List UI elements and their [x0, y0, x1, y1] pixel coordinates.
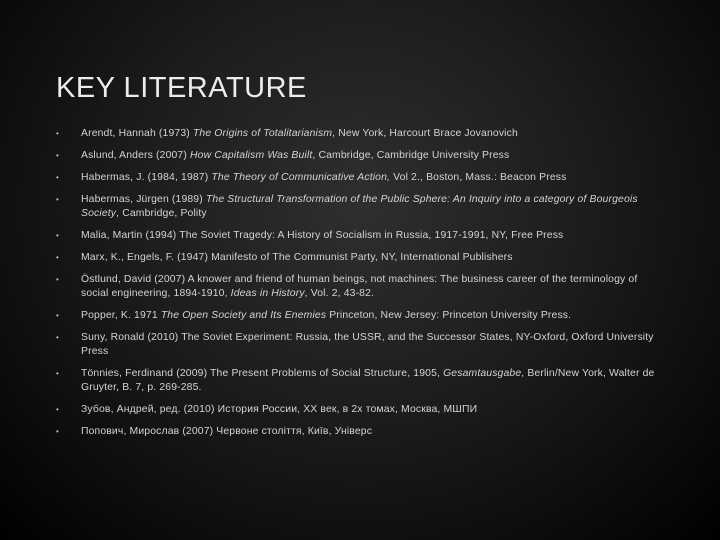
reference-text: Habermas, Jürgen (1989): [81, 194, 206, 205]
reference-item: [56, 171, 664, 185]
reference-item: [56, 149, 664, 163]
reference-text: Aslund, Anders (2007): [81, 150, 191, 161]
reference-text: Arendt, Hannah (1973): [81, 128, 193, 139]
reference-item: [56, 273, 664, 301]
bullet-icon: •: [56, 129, 59, 138]
bullet-icon: •: [56, 311, 59, 320]
reference-title-italic: The Structural Transformation of the Public Sphere: An Inquiry into a category of Bourgeois Society: [81, 194, 638, 219]
bullet-icon: •: [56, 173, 59, 182]
reference-text: Malia, Martin (1994) The Soviet Tragedy: A History of Socialism in Russia, 1917-1991, NY, Free Press: [81, 230, 564, 241]
reference-title-italic: Ideas in History: [230, 288, 305, 299]
reference-title-italic: The Origins of Totalitarianism: [192, 128, 333, 139]
bullet-icon: •: [56, 151, 59, 160]
reference-item: [56, 331, 664, 359]
reference-text-tail: , Cambridge, Polity: [116, 208, 207, 219]
bullet-icon: •: [56, 231, 59, 240]
reference-title-italic: The Theory of Communicative Action,: [211, 172, 391, 183]
bullet-icon: •: [56, 253, 59, 262]
reference-title-italic: Gesamtausgabe: [443, 368, 522, 379]
reference-text: Marx, K., Engels, F. (1947) Manifesto of The Communist Party, NY, International Publishers: [81, 252, 513, 263]
bullet-icon: •: [56, 333, 59, 342]
reference-item: [56, 403, 664, 417]
reference-text-tail: , Vol. 2, 43-82.: [304, 288, 375, 299]
reference-text-tail: , New York, Harcourt Brace Jovanovich: [332, 128, 518, 139]
bullet-icon: •: [56, 195, 59, 204]
reference-item: [56, 229, 664, 243]
reference-item: [56, 251, 664, 265]
reference-title-italic: How Capitalism Was Built: [190, 150, 313, 161]
reference-item: [56, 309, 664, 323]
reference-text: Habermas, J. (1984, 1987): [81, 172, 212, 183]
reference-text: Suny, Ronald (2010) The Soviet Experiment: Russia, the USSR, and the Successor States, NY-Oxford, Oxford University Press: [81, 332, 654, 357]
bullet-icon: •: [56, 405, 59, 414]
reference-text: Зубов, Андрей, ред. (2010) История России, XX век, в 2х томах, Москва, МШПИ: [81, 404, 478, 415]
bullet-icon: •: [56, 369, 59, 378]
reference-item: [56, 127, 664, 141]
reference-text-tail: Princeton, New Jersey: Princeton University Press.: [326, 310, 572, 321]
reference-text: Попович, Мирослав (2007) Червоне століття, Київ, Універс: [81, 426, 373, 437]
reference-text: Östlund, David (2007) A knower and friend of human beings, not machines: The business career of the terminology of social engineering, 1894-1910,: [81, 274, 638, 299]
reference-list: [56, 127, 664, 447]
reference-text-tail: , Berlin/New York, Walter de Gruyter, B. 7, p. 269-285.: [81, 368, 655, 393]
reference-text-tail: Vol 2., Boston, Mass.: Beacon Press: [390, 172, 567, 183]
slide-title: KEY LITERATURE: [56, 72, 307, 104]
bullet-icon: •: [56, 427, 59, 436]
reference-text-tail: , Cambridge, Cambridge University Press: [312, 150, 510, 161]
reference-text: Popper, K. 1971: [81, 310, 161, 321]
reference-text: Tönnies, Ferdinand (2009) The Present Problems of Social Structure, 1905,: [81, 368, 444, 379]
bullet-icon: •: [56, 275, 59, 284]
reference-item: [56, 367, 664, 395]
reference-item: [56, 425, 664, 439]
reference-title-italic: The Open Society and Its Enemies: [160, 310, 327, 321]
reference-item: [56, 193, 664, 221]
